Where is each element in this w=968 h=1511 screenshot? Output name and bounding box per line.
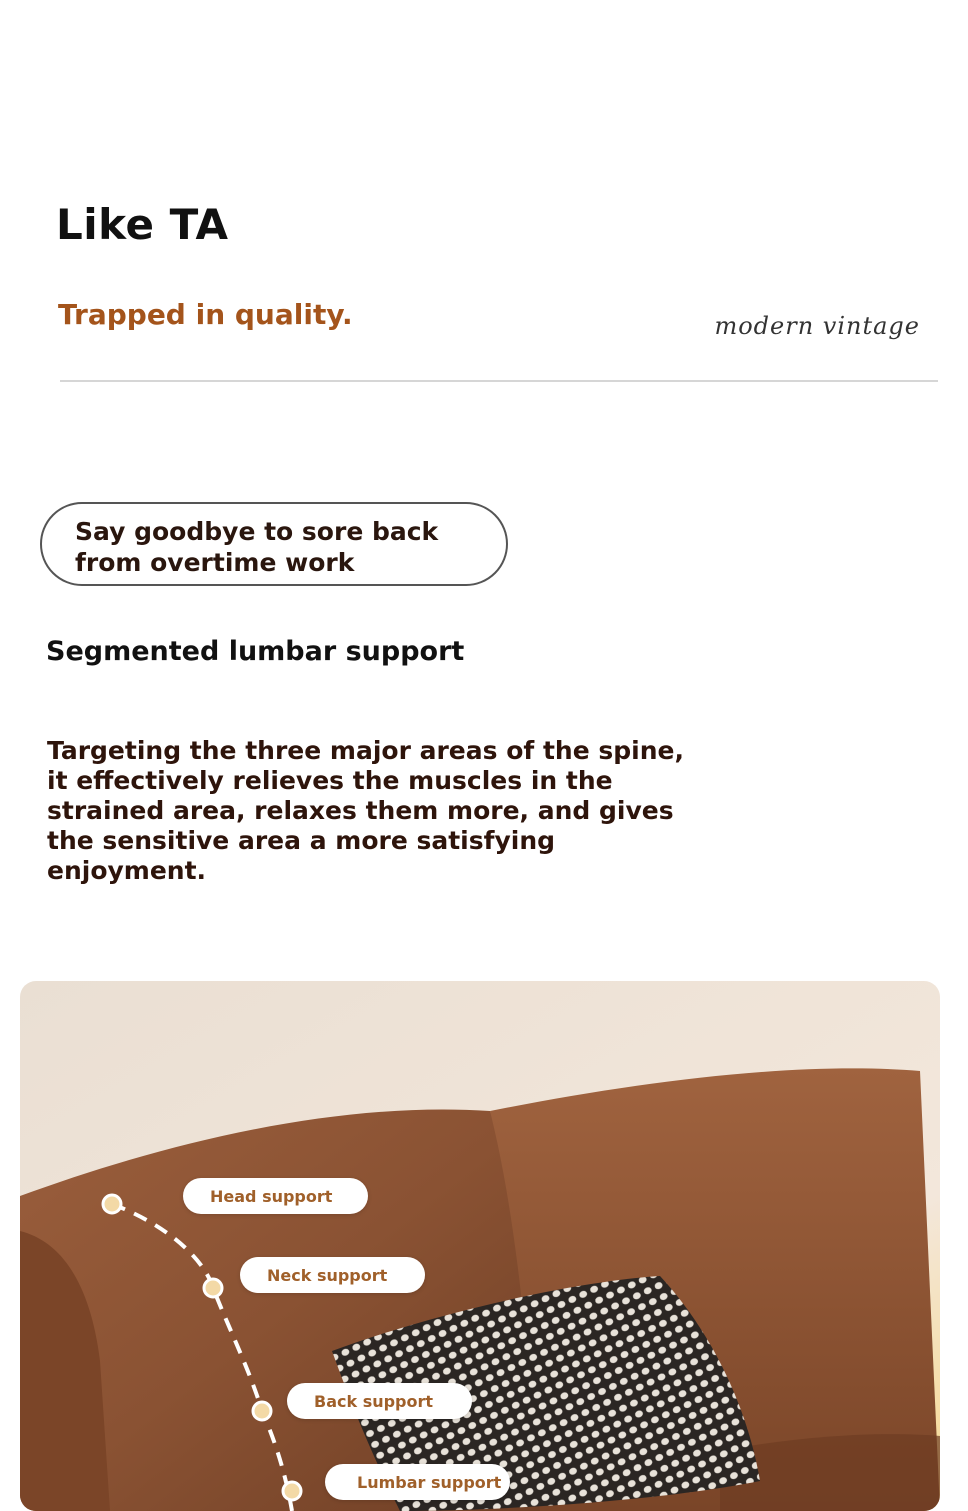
back-point bbox=[253, 1402, 271, 1420]
description-line: Targeting the three major areas of the spine, bbox=[47, 736, 684, 765]
description-line: strained area, relaxes them more, and gives bbox=[47, 796, 674, 825]
sofa-illustration bbox=[20, 981, 940, 1511]
description-line: it effectively relieves the muscles in the bbox=[47, 766, 613, 795]
description-line: enjoyment. bbox=[47, 856, 207, 885]
divider bbox=[60, 380, 938, 382]
callout-line-1: Say goodbye to sore back bbox=[75, 517, 439, 546]
head-point bbox=[103, 1195, 121, 1213]
head-support-label: Head support bbox=[183, 1178, 368, 1214]
feature-title: Segmented lumbar support bbox=[46, 636, 465, 667]
lumbar-support-label: Lumbar support bbox=[325, 1464, 510, 1500]
lumbar-point bbox=[283, 1482, 301, 1500]
neck-point bbox=[204, 1279, 222, 1297]
neck-support-label: Neck support bbox=[240, 1257, 425, 1293]
callout-pill bbox=[40, 502, 508, 586]
callout-line-2: from overtime work bbox=[75, 548, 355, 577]
back-support-label: Back support bbox=[287, 1383, 472, 1419]
page-subtitle: Trapped in quality. bbox=[58, 298, 353, 331]
sofa-photo bbox=[20, 981, 940, 1511]
page-title: Like TA bbox=[56, 200, 229, 249]
feature-description bbox=[47, 736, 684, 886]
description-line: the sensitive area a more satisfying bbox=[47, 826, 556, 855]
script-tagline: modern vintage bbox=[714, 312, 920, 340]
